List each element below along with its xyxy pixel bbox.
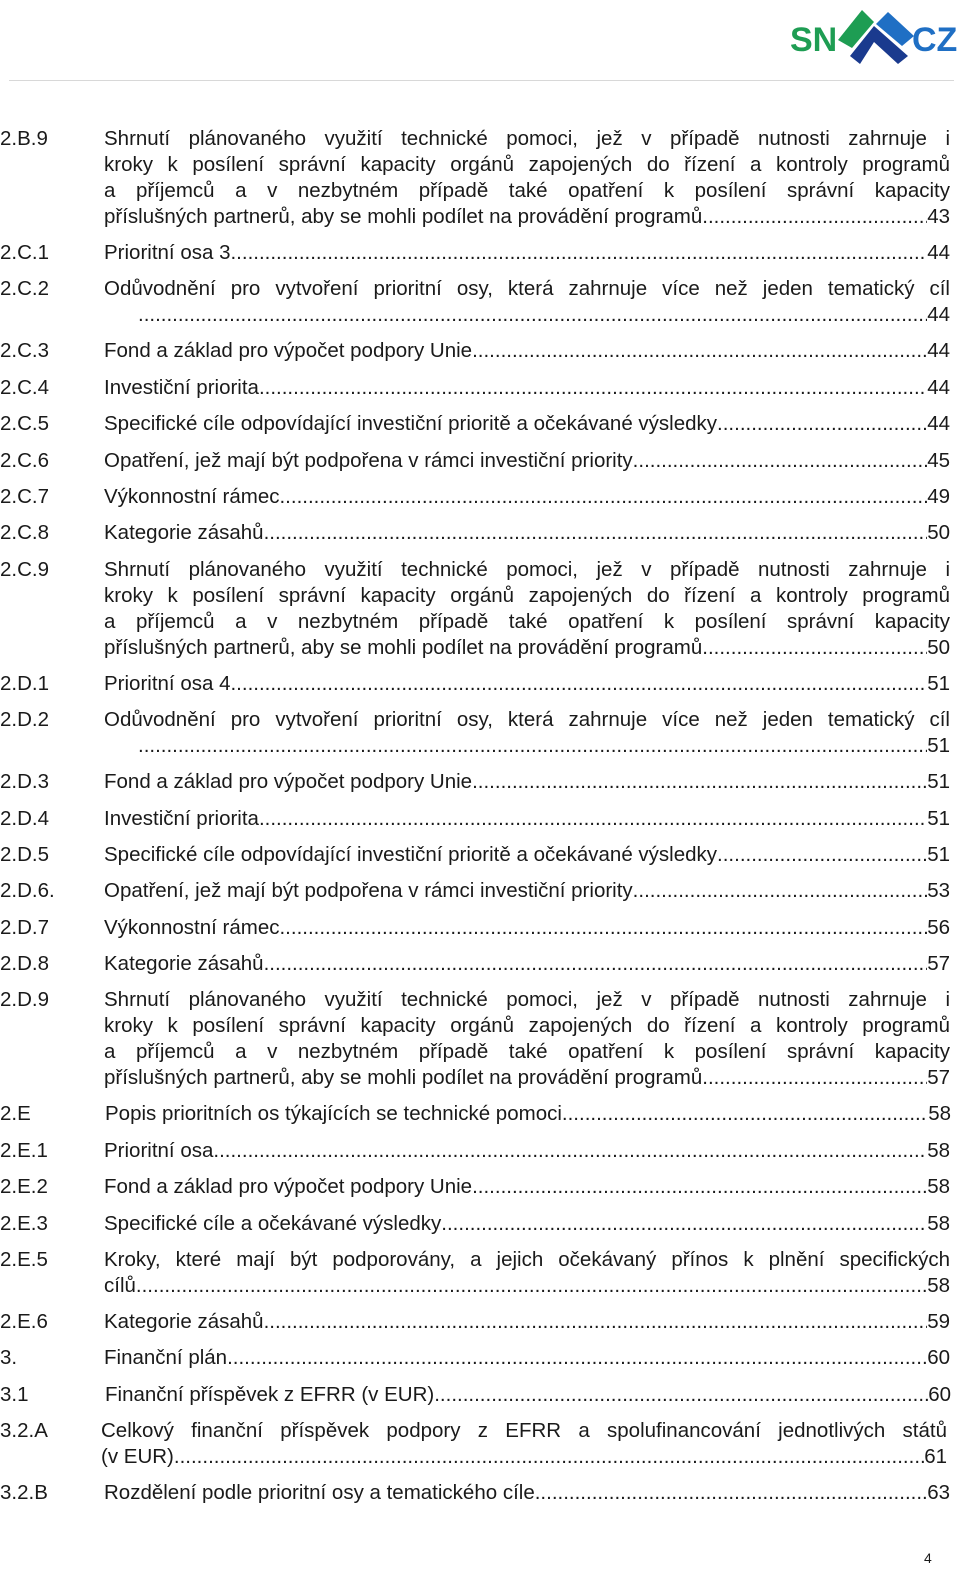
toc-entry-title: Finanční příspěvek z EFRR (v EUR)	[105, 1382, 435, 1406]
toc-entry-leader-line	[104, 1174, 950, 1200]
toc-entry-leader-line	[105, 1101, 951, 1127]
toc-entry[interactable]	[0, 1345, 960, 1381]
toc-entry-title-line: Celkový finanční příspěvek podpory z EFRR a spolufinancování jednotlivých států	[101, 1419, 947, 1443]
toc-entry[interactable]	[0, 484, 960, 520]
toc-entry-leader-line	[104, 375, 950, 401]
dot-leader	[213, 1138, 927, 1164]
toc-entry[interactable]	[0, 240, 960, 276]
toc-entry-number: 2.E.6	[0, 1310, 48, 1334]
dot-leader	[562, 1101, 928, 1127]
toc-entry-leader-line	[104, 671, 950, 697]
toc-entry[interactable]	[0, 1418, 960, 1480]
toc-entry-body	[104, 448, 950, 474]
dot-leader	[279, 915, 927, 941]
toc-entry-number: 2.D.2	[0, 708, 49, 732]
toc-entry-number: 2.C.8	[0, 521, 49, 545]
dot-leader	[717, 842, 927, 868]
dot-leader	[264, 520, 928, 546]
toc-entry-number: 2.C.3	[0, 339, 49, 363]
toc-entry-page: 57	[927, 1066, 950, 1090]
toc-entry-body	[104, 1174, 950, 1200]
toc-entry-title: Finanční plán	[104, 1346, 228, 1370]
toc-entry-title: Kategorie zásahů	[104, 952, 264, 976]
toc-entry[interactable]	[0, 707, 960, 769]
toc-entry-body	[104, 276, 950, 328]
toc-entry-body	[104, 1309, 950, 1335]
toc-entry[interactable]	[0, 987, 960, 1101]
toc-entry-leader-line	[104, 1345, 950, 1371]
toc-entry-page: 58	[927, 1138, 950, 1162]
dot-leader	[535, 1480, 927, 1506]
sn-cz-logo	[790, 4, 960, 68]
toc-entry-number: 2.C.5	[0, 412, 49, 436]
toc-entry-page: 51	[927, 770, 950, 794]
toc-entry-number: 2.B.9	[0, 127, 48, 150]
toc-entry-body	[104, 411, 950, 437]
toc-entry-number: 2.C.4	[0, 375, 49, 399]
toc-entry-body	[104, 671, 950, 697]
toc-entry-page: 60	[928, 1382, 951, 1406]
toc-entry-leader-line	[104, 204, 950, 230]
dot-leader	[434, 1382, 928, 1408]
dot-leader	[702, 635, 927, 661]
dot-leader	[174, 1444, 924, 1470]
toc-entry[interactable]	[0, 915, 960, 951]
logo-text-left: SN	[790, 21, 838, 59]
toc-entry-body	[104, 240, 950, 266]
toc-entry-number: 2.D.7	[0, 915, 49, 939]
toc-entry-leader-line	[104, 1138, 950, 1164]
toc-entry-page: 58	[928, 1102, 951, 1126]
dot-leader	[717, 411, 927, 437]
toc-entry-title-line: Odůvodnění pro vytvoření prioritní osy, která zahrnuje více než jeden tematický cíl	[104, 708, 950, 732]
toc-entry[interactable]	[0, 1174, 960, 1210]
logo-text-right: CZ	[912, 21, 958, 59]
toc-entry[interactable]	[0, 1101, 960, 1137]
toc-entry[interactable]	[0, 276, 960, 338]
dot-leader	[472, 338, 927, 364]
toc-entry[interactable]	[0, 375, 960, 411]
toc-entry-body	[104, 707, 950, 759]
dot-leader	[259, 806, 927, 832]
toc-entry-title-line: Shrnutí plánovaného využití technické pomoci, jež v případě nutnosti zahrnuje i	[104, 557, 950, 581]
toc-entry-number: 2.D.9	[0, 988, 49, 1012]
toc-entry[interactable]	[0, 1247, 960, 1309]
toc-entry-page: 51	[927, 806, 950, 830]
toc-entry-leader-line	[104, 338, 950, 364]
toc-entry[interactable]	[0, 448, 960, 484]
toc-entry[interactable]	[0, 671, 960, 707]
toc-entry-page: 58	[927, 1274, 950, 1298]
toc-entry-body	[104, 375, 950, 401]
toc-entry-body	[104, 842, 950, 868]
toc-entry-body	[104, 806, 950, 832]
toc-entry-number: 2.C.7	[0, 484, 49, 508]
toc-entry-page: 44	[927, 375, 950, 399]
toc-entry-leader-line	[104, 842, 950, 868]
toc-entry[interactable]	[0, 878, 960, 914]
toc-entry-leader-line	[104, 302, 950, 328]
toc-entry-title: Specifické cíle odpovídající investiční prioritě a očekávané výsledky	[104, 412, 718, 436]
toc-entry-title-line: kroky k posílení správní kapacity orgánů zapojených do řízení a kontroly programů	[104, 583, 950, 607]
toc-entry-leader-line	[104, 1273, 950, 1299]
toc-entry-title-line: kroky k posílení správní kapacity orgánů zapojených do řízení a kontroly programů	[104, 153, 950, 176]
toc-entry-title: Kategorie zásahů	[104, 1310, 264, 1334]
toc-entry[interactable]	[0, 842, 960, 878]
toc-entry-title: Popis prioritních os týkajících se technické pomoci	[105, 1102, 562, 1126]
toc-entry-number: 2.C.9	[0, 557, 49, 581]
toc-entry-title: Fond a základ pro výpočet podpory Unie	[104, 339, 473, 363]
toc-entry-title-line: Shrnutí plánovaného využití technické pomoci, jež v případě nutnosti zahrnuje i	[104, 127, 950, 150]
toc-entry-title: cílů	[104, 1274, 136, 1298]
toc-entry-title: Prioritní osa 3	[104, 241, 231, 264]
dot-leader	[702, 204, 927, 230]
toc-entry-title: Fond a základ pro výpočet podpory Unie	[104, 770, 473, 794]
toc-entry-title: Specifické cíle a očekávané výsledky	[104, 1211, 442, 1235]
logo-graphic	[790, 4, 960, 68]
toc-entry-leader-line	[104, 635, 950, 661]
toc-entry[interactable]	[0, 1211, 960, 1247]
dot-leader	[279, 484, 927, 510]
toc-entry-number: 2.E.1	[0, 1138, 48, 1162]
toc-entry[interactable]	[0, 1480, 960, 1516]
toc-entry-title: příslušných partnerů, aby se mohli podílet na provádění programů	[104, 1066, 703, 1090]
toc-entry-number: 2.D.5	[0, 842, 49, 866]
toc-entry-title-line: kroky k posílení správní kapacity orgánů zapojených do řízení a kontroly programů	[104, 1014, 950, 1038]
toc-entry-number: 2.E	[0, 1102, 31, 1126]
dot-leader	[259, 375, 927, 401]
toc-entry-leader-line	[105, 1382, 951, 1408]
toc-entry-number: 3.2.A	[0, 1419, 48, 1443]
toc-entry-page: 51	[927, 671, 950, 695]
dot-leader	[264, 1309, 928, 1335]
toc-entry-body	[104, 915, 950, 941]
toc-entry-page: 44	[927, 339, 950, 363]
toc-entry-body	[104, 951, 950, 977]
toc-entry[interactable]	[0, 1309, 960, 1345]
toc-entry-number: 2.C.6	[0, 448, 49, 472]
toc-entry-title-line: a příjemců a v nezbytném případě také opatření k posílení správní kapacity	[104, 609, 950, 633]
toc-entry-leader-line	[104, 1065, 950, 1091]
toc-entry-leader-line	[104, 448, 950, 474]
toc-entry-title: Výkonnostní rámec	[104, 484, 280, 508]
toc-entry[interactable]	[0, 1138, 960, 1174]
toc-entry-body	[104, 987, 950, 1091]
toc-entry[interactable]	[0, 557, 960, 671]
toc-entry[interactable]	[0, 1382, 960, 1418]
toc-entry-title: Prioritní osa 4	[104, 671, 231, 695]
toc-entry-leader-line	[104, 733, 950, 759]
toc-entry-page: 60	[927, 1346, 950, 1370]
toc-entry-title: Prioritní osa	[104, 1138, 214, 1162]
toc-entry-body	[104, 338, 950, 364]
dot-leader	[138, 733, 927, 759]
toc-entry-number: 3.1	[0, 1382, 29, 1406]
toc-entry-leader-line	[104, 915, 950, 941]
toc-entry-leader-line	[101, 1444, 947, 1470]
dot-leader	[264, 951, 928, 977]
toc-entry-page: 58	[927, 1211, 950, 1235]
toc-entry-body	[104, 1138, 950, 1164]
toc-entry-page: 56	[927, 915, 950, 939]
toc-entry-page: 63	[927, 1481, 950, 1505]
toc-entry-leader-line	[104, 1480, 950, 1506]
toc-entry[interactable]	[0, 951, 960, 987]
toc-entry-title: Opatření, jež mají být podpořena v rámci investiční priority	[104, 879, 633, 903]
dot-leader	[230, 671, 927, 697]
toc-entry-page: 51	[927, 734, 950, 758]
toc-entry-body	[101, 1418, 947, 1470]
toc-entry-page: 58	[927, 1175, 950, 1199]
toc-entry-page: 50	[927, 635, 950, 659]
toc-entry-page: 43	[927, 205, 950, 228]
toc-entry-body	[104, 520, 950, 546]
toc-entry-title: příslušných partnerů, aby se mohli podílet na provádění programů	[104, 205, 703, 228]
toc-entry-leader-line	[104, 240, 950, 266]
dot-leader	[472, 1174, 927, 1200]
page-number: 4	[924, 1550, 932, 1566]
toc-entry[interactable]	[0, 806, 960, 842]
toc-entry-leader-line	[104, 1211, 950, 1237]
toc-entry-title: Investiční priorita	[104, 806, 259, 830]
dot-leader	[633, 448, 928, 474]
dot-leader	[138, 302, 927, 328]
dot-leader	[136, 1273, 927, 1299]
toc-entry-body	[105, 1382, 951, 1408]
toc-entry-title: Rozdělení podle prioritní osy a tematického cíle	[104, 1481, 535, 1505]
toc-entry-number: 2.C.1	[0, 241, 49, 264]
dot-leader	[441, 1211, 927, 1237]
toc-entry-leader-line	[104, 1309, 950, 1335]
toc-entry-body	[104, 1211, 950, 1237]
toc-entry-leader-line	[104, 951, 950, 977]
dot-leader	[230, 240, 927, 266]
toc-entry-title-line: a příjemců a v nezbytném případě také opatření k posílení správní kapacity	[104, 179, 950, 202]
toc-entry-title: Kategorie zásahů	[104, 521, 264, 545]
toc-entry-page: 45	[927, 448, 950, 472]
toc-entry-body	[104, 557, 950, 661]
toc-entry-number: 3.	[0, 1346, 18, 1370]
toc-entry-number: 2.E.3	[0, 1211, 48, 1235]
toc-entry-leader-line	[104, 484, 950, 510]
toc-entry-page: 50	[927, 521, 950, 545]
toc-entry-title: Investiční priorita	[104, 375, 259, 399]
toc-entry-page: 51	[927, 842, 950, 866]
toc-entry-title-line: Shrnutí plánovaného využití technické pomoci, jež v případě nutnosti zahrnuje i	[104, 988, 950, 1012]
toc-entry-leader-line	[104, 806, 950, 832]
toc-entry-number: 2.D.4	[0, 806, 49, 830]
toc-entry-title-line: a příjemců a v nezbytném případě také opatření k posílení správní kapacity	[104, 1040, 950, 1064]
toc-entry[interactable]	[0, 338, 960, 374]
toc-entry[interactable]	[0, 411, 960, 447]
toc-entry-number: 2.E.5	[0, 1248, 48, 1272]
toc-entry-body	[104, 1247, 950, 1299]
toc-entry-page: 59	[927, 1310, 950, 1334]
toc-entry-leader-line	[104, 878, 950, 904]
toc-entry-number: 2.D.1	[0, 671, 49, 695]
dot-leader	[633, 878, 928, 904]
toc-entry-leader-line	[104, 769, 950, 795]
toc-entry-page: 57	[927, 952, 950, 976]
toc-entry-title: Specifické cíle odpovídající investiční prioritě a očekávané výsledky	[104, 842, 718, 866]
header-divider	[9, 80, 954, 81]
toc-entry-number: 2.E.2	[0, 1175, 48, 1199]
toc-entry-leader-line	[104, 520, 950, 546]
toc-entry[interactable]	[0, 769, 960, 805]
toc-entry-body	[104, 1345, 950, 1371]
toc-entry-page: 44	[927, 412, 950, 436]
toc-entry[interactable]	[0, 126, 960, 240]
toc-entry-number: 3.2.B	[0, 1481, 48, 1505]
toc-entry-body	[104, 878, 950, 904]
toc-entry-page: 61	[924, 1445, 947, 1469]
dot-leader	[702, 1065, 927, 1091]
toc-entry-body	[104, 484, 950, 510]
dot-leader	[472, 769, 927, 795]
toc-entry-body	[104, 126, 950, 230]
toc-entry-number: 2.C.2	[0, 277, 49, 301]
toc-entry-title-line: Odůvodnění pro vytvoření prioritní osy, která zahrnuje více než jeden tematický cíl	[104, 277, 950, 301]
dot-leader	[227, 1345, 927, 1371]
toc-entry[interactable]	[0, 520, 960, 556]
toc-entry-page: 53	[927, 879, 950, 903]
toc-entry-title-line: Kroky, které mají být podporovány, a jejich očekávaný přínos k plnění specifických	[104, 1248, 950, 1272]
toc-entry-number: 2.D.6.	[0, 879, 55, 903]
toc-entry-title: Fond a základ pro výpočet podpory Unie	[104, 1175, 473, 1199]
toc-entry-body	[104, 769, 950, 795]
toc-entry-title: Výkonnostní rámec	[104, 915, 280, 939]
toc-entry-body	[105, 1101, 951, 1127]
toc-entry-page: 44	[927, 241, 950, 264]
toc-entry-page: 44	[927, 303, 950, 327]
toc-entry-leader-line	[104, 411, 950, 437]
toc-entry-title: (v EUR)	[101, 1445, 174, 1469]
toc-entry-title: Opatření, jež mají být podpořena v rámci investiční priority	[104, 448, 633, 472]
toc-entry-number: 2.D.8	[0, 952, 49, 976]
toc-entry-body	[104, 1480, 950, 1506]
toc-entry-title: příslušných partnerů, aby se mohli podílet na provádění programů	[104, 635, 703, 659]
table-of-contents	[0, 126, 960, 1517]
toc-entry-number: 2.D.3	[0, 770, 49, 794]
toc-entry-page: 49	[927, 484, 950, 508]
